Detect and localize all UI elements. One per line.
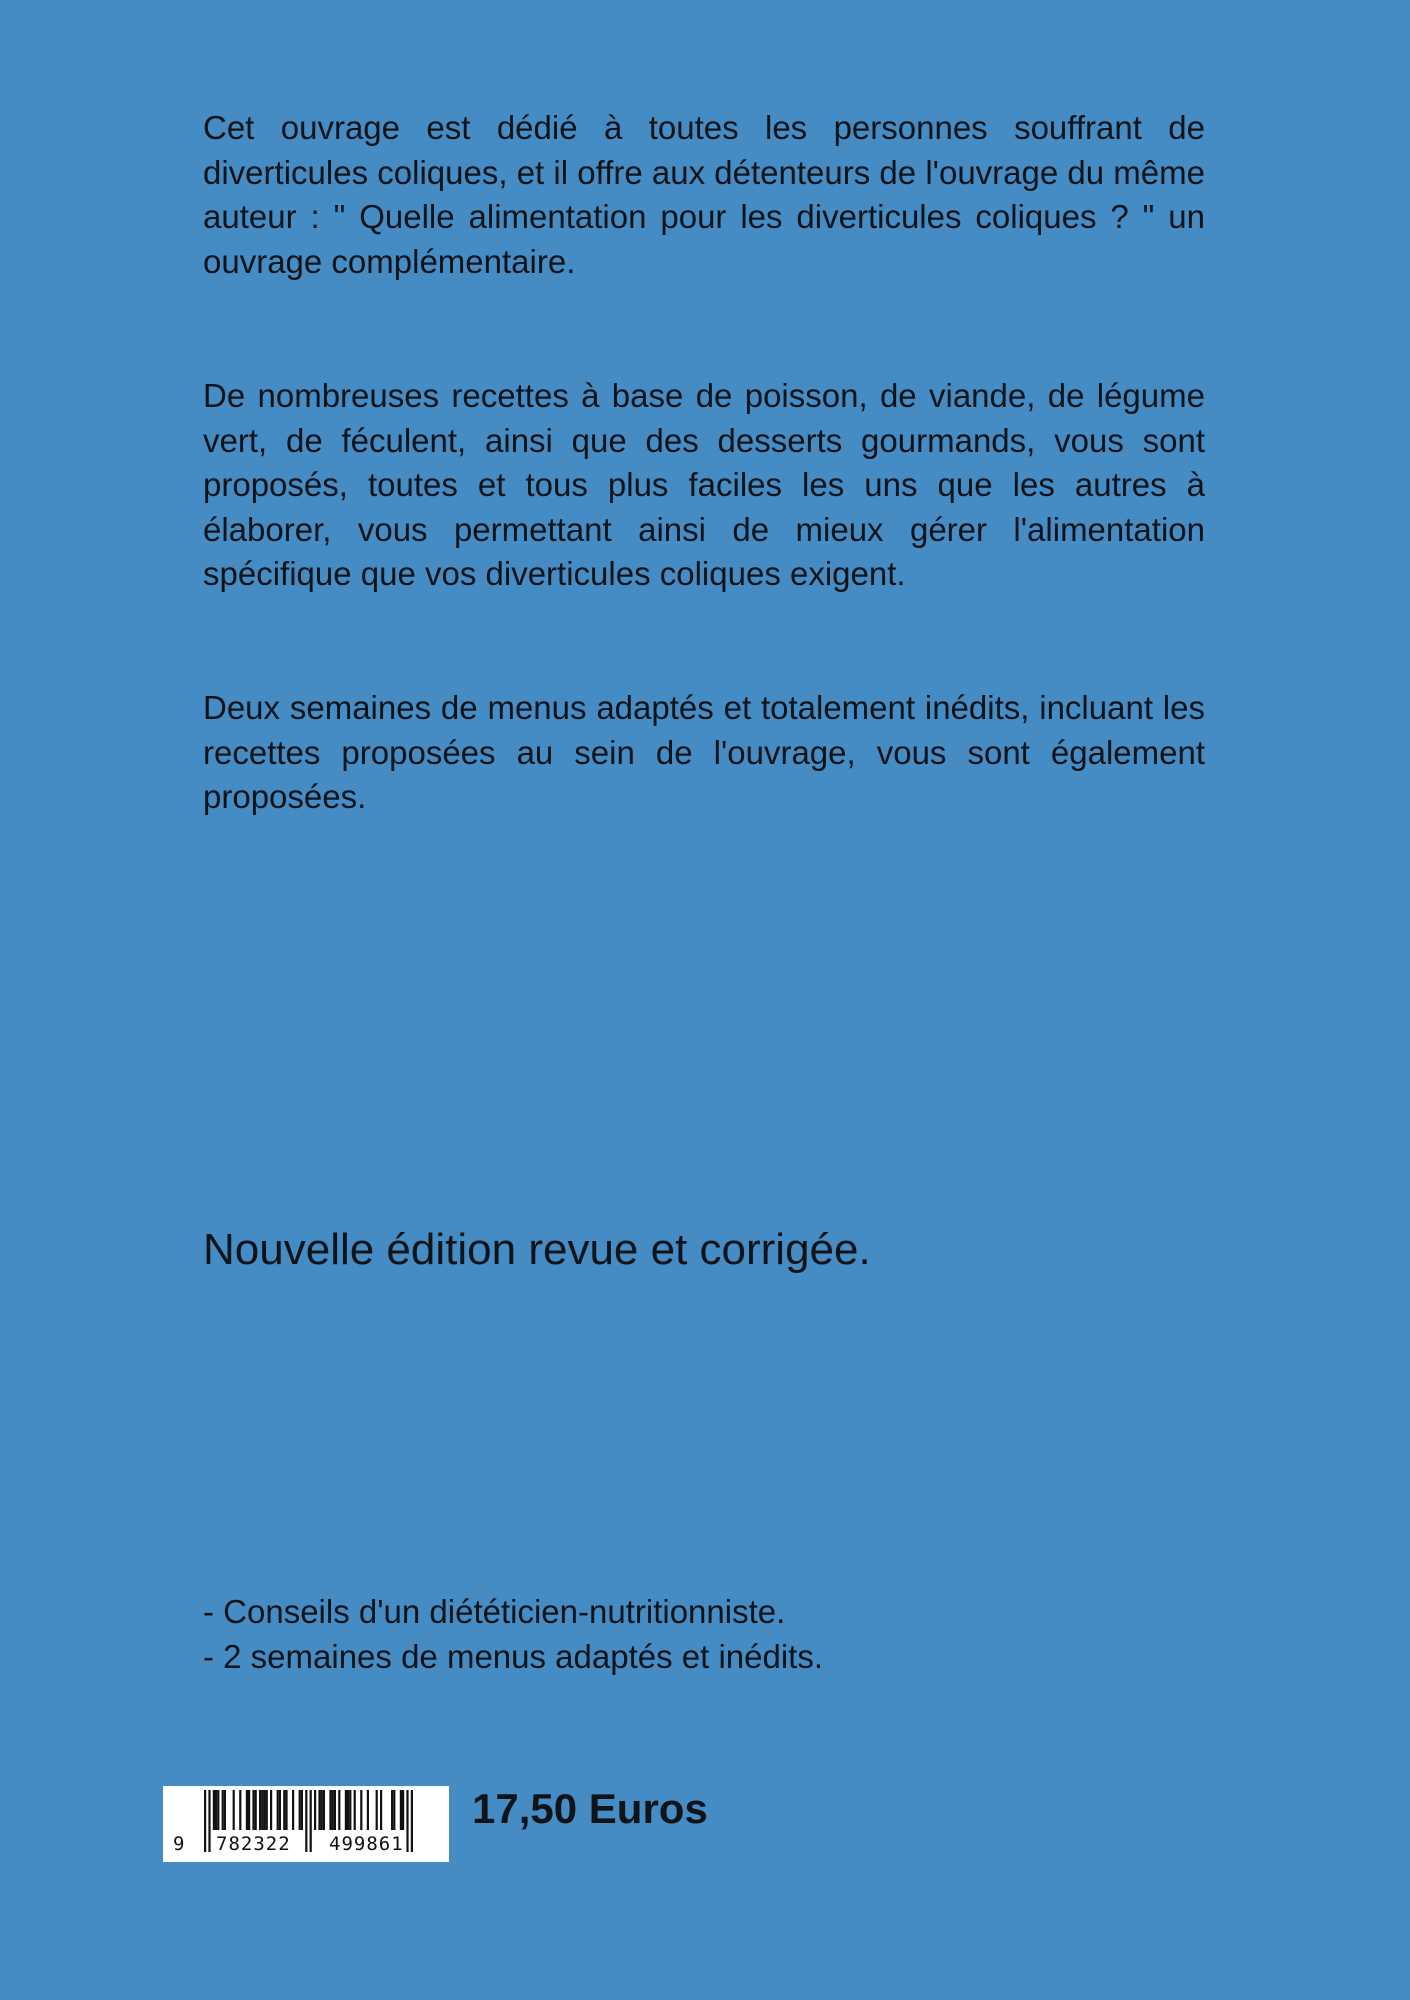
barcode-guard-bar — [310, 1790, 312, 1852]
barcode-bar — [213, 1790, 215, 1830]
barcode-bars — [163, 1786, 449, 1862]
barcode-bar — [224, 1790, 226, 1830]
barcode-bar — [329, 1790, 331, 1830]
description-paragraph-3: Deux semaines de menus adaptés et totalement inédits, incluant les recettes proposées au sein de l'ouvrage, vous sont également proposées. — [203, 689, 1205, 815]
feature-item: - 2 semaines de menus adaptés et inédits. — [203, 1638, 824, 1675]
barcode-bar — [285, 1790, 287, 1830]
barcode-bar — [252, 1790, 254, 1830]
barcode-bar — [215, 1790, 217, 1830]
barcode-bar — [376, 1790, 378, 1830]
barcode-bar — [270, 1790, 272, 1830]
barcode-bar — [263, 1790, 265, 1830]
barcode-bar — [222, 1790, 224, 1830]
barcode-bar — [393, 1790, 395, 1830]
barcode-guard-bar — [406, 1790, 408, 1852]
barcode-bar — [338, 1790, 340, 1830]
barcode-bar — [299, 1790, 301, 1830]
barcode-bar — [283, 1790, 285, 1830]
barcode-bar — [321, 1790, 323, 1830]
barcode-bar — [380, 1790, 382, 1830]
barcode-bar — [255, 1790, 257, 1830]
barcode-bar — [277, 1790, 279, 1830]
barcode-bar — [292, 1790, 294, 1830]
barcode-bar — [402, 1790, 404, 1830]
barcode-guard-bar — [411, 1790, 413, 1852]
description-paragraph-1: Cet ouvrage est dédié à toutes les personnes souffrant de diverticules coliques, et il offre aux détenteurs de l'ouvrage du même auteur : " Quelle alimentation pour les diverticules coliques ? " un ouvrage complémentaire. — [203, 109, 1205, 280]
edition-note: Nouvelle édition revue et corrigée. — [203, 1225, 871, 1274]
barcode-bar — [347, 1790, 349, 1830]
price-label: 17,50 Euros — [472, 1785, 708, 1832]
barcode-bar — [217, 1790, 219, 1830]
barcode-bar — [314, 1790, 316, 1830]
barcode-bar — [239, 1790, 241, 1830]
barcode-bar — [354, 1790, 356, 1830]
barcode-right-digits: 499861 — [329, 1833, 404, 1855]
barcode-left-digits: 782322 — [216, 1833, 291, 1855]
barcode-bar — [391, 1790, 393, 1830]
barcode-bar — [259, 1790, 261, 1830]
barcode-bar — [279, 1790, 281, 1830]
barcode-guard-bar — [208, 1790, 210, 1852]
isbn-barcode — [163, 1786, 449, 1862]
barcode-bar — [334, 1790, 336, 1830]
barcode-bar — [318, 1790, 320, 1830]
barcode-bar — [323, 1790, 325, 1830]
barcode-bar — [400, 1790, 402, 1830]
barcode-first-digit: 9 — [173, 1833, 186, 1855]
feature-item: - Conseils d'un diététicien-nutritionniste. — [203, 1593, 786, 1630]
barcode-guard-bar — [305, 1790, 307, 1852]
barcode-bar — [345, 1790, 347, 1830]
barcode-bar — [233, 1790, 235, 1830]
barcode-bar — [349, 1790, 351, 1830]
barcode-bar — [246, 1790, 248, 1830]
barcode-bar — [261, 1790, 263, 1830]
barcode-bar — [266, 1790, 268, 1830]
barcode-bar — [248, 1790, 250, 1830]
feature-list — [203, 1589, 823, 1679]
barcode-bar — [360, 1790, 362, 1830]
barcode-bar — [301, 1790, 303, 1830]
description-paragraph-2: De nombreuses recettes à base de poisson, de viande, de légume vert, de féculent, ainsi que des desserts gourmands, vous sont proposés, toutes et tous plus faciles les uns que les autres à élaborer, vous permettant ainsi de mieux gérer l'alimentation spécifique que vos diverticules coliques exigent. — [203, 377, 1205, 592]
barcode-guard-bar — [204, 1790, 206, 1852]
barcode-bar — [367, 1790, 369, 1830]
barcode-bar — [332, 1790, 334, 1830]
